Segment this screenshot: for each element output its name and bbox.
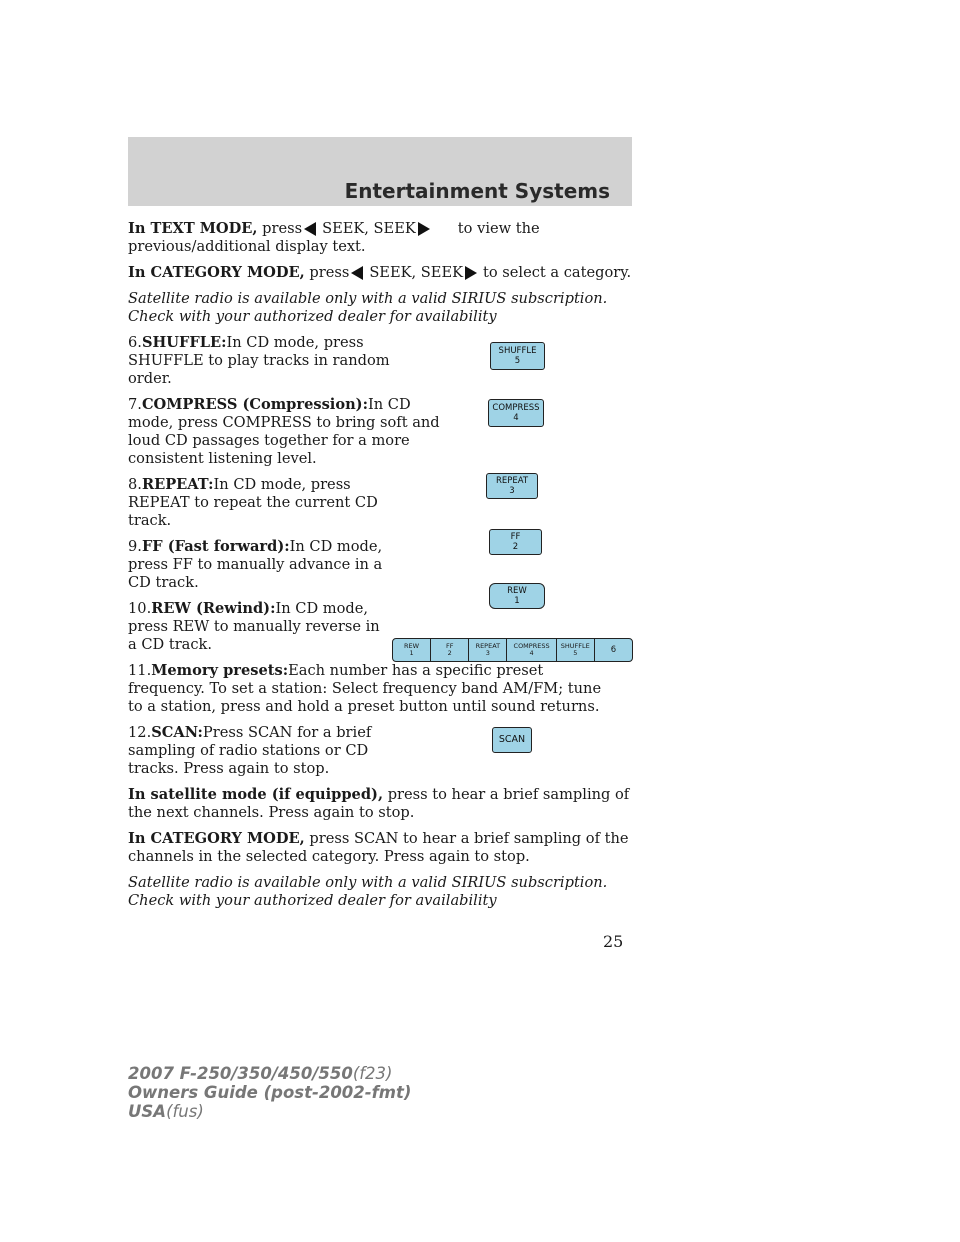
page-content: [128, 220, 638, 918]
preset-cell: COMPRESS 4: [507, 639, 556, 661]
header-band: [128, 137, 632, 206]
section-title: Entertainment Systems: [344, 179, 610, 203]
satellite-note: Satellite radio is available only with a valid SIRIUS subscription. Check with your authorized dealer for availability: [128, 874, 608, 909]
page-number: 25: [603, 932, 624, 951]
seek-right-icon: [465, 266, 477, 280]
satellite-mode-paragraph: In satellite mode (if equipped), press to hear a brief sampling of the next channels. Press again to stop.: [128, 786, 630, 821]
seek-left-icon: [351, 266, 363, 280]
preset-cell: 6: [610, 644, 617, 655]
item-compress: 7.COMPRESS (Compression):In CD mode, press COMPRESS to bring soft and loud CD passages together for a more consistent listening level.: [128, 396, 440, 467]
compress-button-illustration: COMPRESS 4: [488, 399, 544, 427]
item-scan: 12.SCAN:Press SCAN for a brief sampling of radio stations or CD tracks. Press again to stop.: [128, 724, 372, 777]
footer: 2007 F-250/350/450/550(f23) Owners Guide (post-2002-fmt) USA(fus): [128, 1064, 412, 1121]
scan-button-illustration: SCAN: [492, 727, 532, 753]
preset-cell: REPEAT 3: [469, 639, 507, 661]
item-rew: 10.REW (Rewind):In CD mode, press REW to manually reverse in a CD track.: [128, 600, 380, 653]
shuffle-button-illustration: SHUFFLE 5: [490, 342, 545, 370]
seek-left-icon: [304, 222, 316, 236]
preset-cell: SHUFFLE 5: [557, 639, 595, 661]
item-repeat: 8.REPEAT:In CD mode, press REPEAT to repeat the current CD track.: [128, 476, 378, 529]
item-ff: 9.FF (Fast forward):In CD mode, press FF to manually advance in a CD track.: [128, 538, 383, 591]
memory-presets-illustration: [392, 638, 633, 662]
preset-cell: REW 1: [393, 639, 431, 661]
category-scan-paragraph: In CATEGORY MODE, press SCAN to hear a brief sampling of the channels in the selected category. Press again to stop.: [128, 830, 629, 865]
item-memory-presets: 11.Memory presets:Each number has a specific preset frequency. To set a station: Select frequency band AM/FM; tune to a station, press and hold a preset button until sound returns.: [128, 662, 602, 715]
text-mode-paragraph: In TEXT MODE, press SEEK, SEEK to view the previous/additional display text.: [128, 220, 540, 255]
rew-button-illustration: REW 1: [489, 583, 545, 609]
category-mode-paragraph: In CATEGORY MODE, press SEEK, SEEK to select a category.: [128, 264, 632, 281]
satellite-note: Satellite radio is available only with a valid SIRIUS subscription. Check with your authorized dealer for availability: [128, 290, 608, 325]
item-shuffle: 6.SHUFFLE:In CD mode, press SHUFFLE to play tracks in random order.: [128, 334, 390, 387]
seek-right-icon: [418, 222, 430, 236]
preset-cell: FF 2: [431, 639, 469, 661]
ff-button-illustration: FF 2: [489, 529, 542, 555]
repeat-button-illustration: REPEAT 3: [486, 473, 538, 499]
